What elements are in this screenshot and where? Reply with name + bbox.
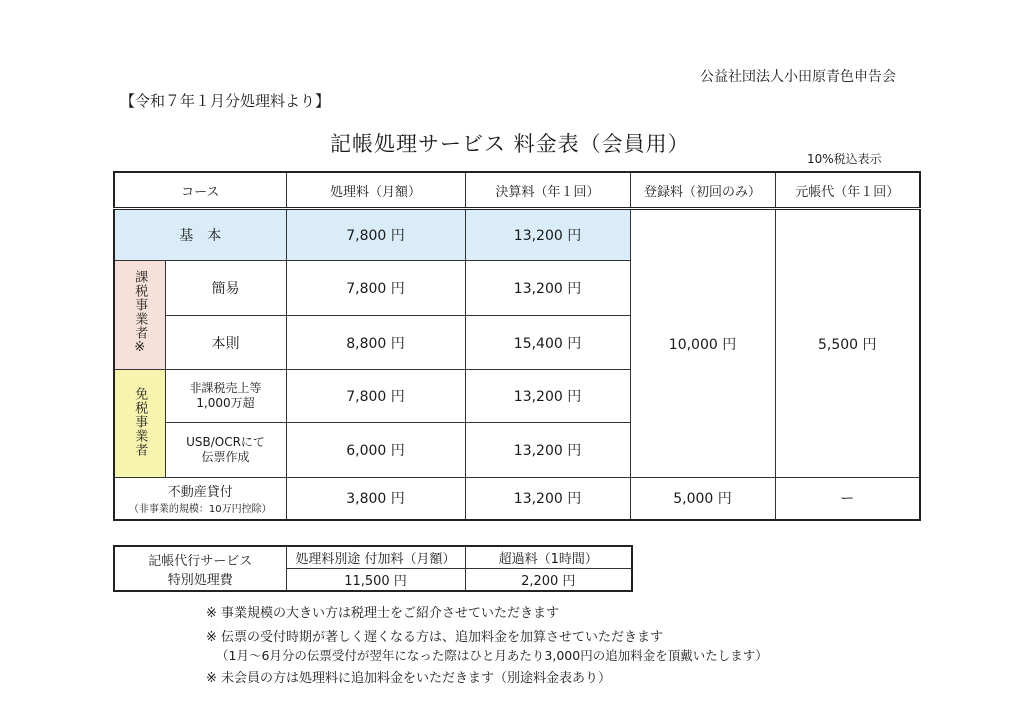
settlement-fee: 13,200 円: [465, 478, 630, 520]
ledger-fee: 5,500 円: [775, 209, 920, 478]
registration-fee: 5,000 円: [630, 478, 775, 520]
course-usb-ocr: [165, 423, 286, 478]
special-fee-table: [113, 545, 633, 592]
header-overtime-fee: 超過料（1時間）: [465, 546, 632, 569]
course-line: 非課税売上等: [189, 381, 262, 395]
monthly-fee: 7,800 円: [286, 209, 465, 261]
note-item: ※ 未会員の方は処理料に追加料金をいただきます（別途料金表あり）: [206, 671, 612, 686]
monthly-fee: 7,800 円: [286, 370, 465, 423]
additional-fee: 11,500 円: [286, 569, 465, 592]
header-additional-fee: 処理料別途 付加料（月額）: [286, 546, 465, 569]
course-line: 不動産貸付: [167, 485, 233, 501]
settlement-fee: 13,200 円: [465, 261, 630, 316]
fee-table: [113, 171, 921, 521]
course-real-estate: [114, 478, 286, 520]
course-line: USB/OCRにて: [186, 435, 265, 449]
course-line: 1,000万超: [196, 396, 255, 410]
exempt-group-text: 免税事業者: [132, 386, 148, 457]
note-item: ※ 伝票の受付時期が著しく遅くなる方は、追加料金を加算させていただきます: [206, 630, 664, 645]
label-line: 記帳代行サービス: [148, 553, 253, 569]
settlement-fee: 13,200 円: [465, 423, 630, 478]
course-non-taxable-sales: [165, 370, 286, 423]
taxable-group-text: 課税事業者※: [132, 270, 148, 356]
header-ledger: 元帳代（年１回）: [775, 172, 920, 209]
monthly-fee: 8,800 円: [286, 316, 465, 370]
settlement-fee: 15,400 円: [465, 316, 630, 370]
monthly-fee: 3,800 円: [286, 478, 465, 520]
course-simplified: 簡易: [165, 261, 286, 316]
course-line-note: （非事業的規模：10万円控除）: [128, 504, 272, 516]
settlement-fee: 13,200 円: [465, 370, 630, 423]
header-registration: 登録料（初回のみ）: [630, 172, 775, 209]
table-row: [114, 546, 632, 569]
table-row: [114, 478, 920, 520]
course-basic: 基 本: [114, 209, 286, 261]
special-fee-label: [114, 546, 286, 591]
monthly-fee: 7,800 円: [286, 261, 465, 316]
tax-note: 10%税込表示: [807, 152, 882, 166]
settlement-fee: 13,200 円: [465, 209, 630, 261]
taxable-group-label: [114, 261, 165, 370]
effective-date-label: 【令和７年１月分処理料より】: [120, 92, 331, 110]
note-item: （1月～6月分の伝票受付が翌年になった際はひと月あたり3,000円の追加料金を頂戴いたします）: [216, 648, 768, 663]
exempt-group-label: [114, 370, 165, 478]
table-row: [114, 209, 920, 261]
organization-name: 公益社団法人小田原青色申告会: [700, 69, 896, 85]
note-item: ※ 事業規模の大きい方は税理士をご紹介させていただきます: [206, 606, 560, 621]
header-settlement: 決算料（年１回）: [465, 172, 630, 209]
monthly-fee: 6,000 円: [286, 423, 465, 478]
header-monthly: 処理料（月額）: [286, 172, 465, 209]
header-course: コース: [114, 172, 286, 209]
ledger-fee: ー: [775, 478, 920, 520]
fee-table-header: [114, 172, 920, 209]
label-line: 特別処理費: [167, 572, 233, 588]
overtime-fee: 2,200 円: [465, 569, 632, 592]
course-line: 伝票作成: [201, 450, 250, 464]
course-standard: 本則: [165, 316, 286, 370]
page-title: 記帳処理サービス 料金表（会員用）: [330, 132, 690, 156]
registration-fee: 10,000 円: [630, 209, 775, 478]
